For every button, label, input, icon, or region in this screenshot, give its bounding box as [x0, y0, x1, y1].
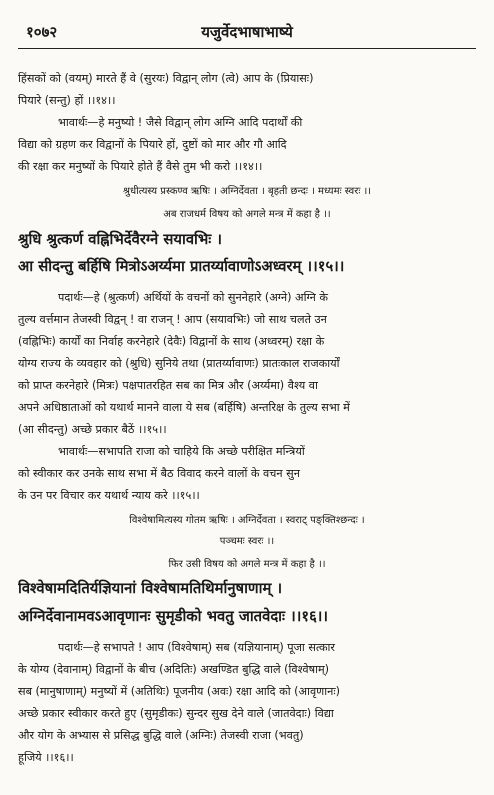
padartha-line: पदार्थः—हे (श्रुत्कर्ण) अर्थियों के वचनों को सुननेहारे (अग्ने) अग्नि के — [58, 291, 328, 304]
bhavartha-line: भावार्थः—सभापति राजा को चाहिये कि अच्छे परीक्षित मन्त्रियों — [58, 445, 305, 458]
text-line: हूजिये ।।१६।। — [18, 751, 74, 764]
text-line: को प्राप्त करनेहारे (मित्रः) पक्षपातरहित सब का मित्र और (अर्य्यमा) वैश्य वा — [18, 379, 318, 392]
section-intro: फिर उसी विषय को अगले मन्त्र में कहा है ।। — [168, 559, 326, 570]
text-line: हिंसकों को (वयम्) मारते हैं वे (सुरयः) विद्वान् लोग (त्वे) आप के (प्रियासः) — [18, 72, 314, 85]
text-line: की रक्षा कर मनुष्यों के पियारे होते हैं वैसे तुम भी करो ।।१४।। — [18, 160, 263, 173]
text-line: पियारे (सन्तु) हों ।।१४।। — [18, 94, 116, 107]
mantra-line: अग्निर्देवानामवऽआवृणानः सुमृडीको भवतु जातवेदाः ।।१६।। — [18, 608, 328, 625]
text-line: तुल्य वर्त्तमान तेजस्वी विद्वन् ! वा राजन् ! आप (सयावभिः) जो साथ चलते उन — [18, 313, 327, 326]
svara-line: पञ्चमः स्वरः ।। — [219, 536, 275, 547]
rishi-devata-line: श्रुधीत्यस्य प्रस्कण्व ऋषिः । अग्निर्देवता । बृहती छन्दः । मध्यमः स्वरः ।। — [122, 186, 372, 197]
mantra-line: श्रुधि श्रुत्कर्ण वह्निभिर्देवैरग्ने सयावभिः । — [18, 231, 223, 248]
text-line: (आ सीदन्तु) अच्छे प्रकार बैठें ।।१५।। — [18, 423, 167, 436]
bhavartha-line: भावार्थः—हे मनुष्यो ! जैसे विद्वान् लोग अग्नि आदि पदार्थों की — [58, 116, 303, 129]
text-line: और योग के अभ्यास से प्रसिद्ध बुद्धि वाले (अग्निः) तेजस्वी राजा (भवतु) — [18, 729, 304, 742]
text-line: के योग्य (देवानाम्) विद्वानों के बीच (अदितिः) अखण्डित बुद्धि वाले (विश्वेषाम्) — [18, 663, 330, 676]
mantra-line: विश्वेषामदितिर्यज्ञियानां विश्वेषामतिथिर्मानुषाणाम् । — [18, 580, 283, 597]
text-line: अपने अधिष्ठाताओं को यथार्थ मानने वाला ये सब (बर्हिषि) अन्तरिक्ष के तुल्य सभा में — [18, 401, 350, 414]
text-line: सब (मानुषाणाम्) मनुष्यों में (अतिथिः) पूजनीय (अवः) रक्षा आदि को (आवृणानः) — [18, 685, 340, 698]
text-line: के उन पर विचार कर यथार्थ न्याय करे ।।१५।। — [18, 489, 200, 502]
section-intro: अब राजधर्म विषय को अगले मन्त्र में कहा है ।। — [163, 209, 331, 220]
text-line: को स्वीकार कर उनके साथ सभा में बैठ विवाद करने वालों के वचन सुन — [18, 467, 300, 480]
text-line: (वह्निभिः) कार्यों का निर्वाह करनेहारे (देवैः) विद्वानों के साथ (अध्वरम्) रक्षा के — [18, 335, 325, 348]
text-line: विद्या को ग्रहण कर विद्वानों के पियारे हों, दुष्टों को मार और गौ आदि — [18, 138, 287, 151]
mantra-line: आ सीदन्तु बर्हिषि मित्रोऽअर्य्यमा प्रातर्य्यावाणोऽअध्वरम् ।।१५।। — [18, 258, 345, 275]
text-line: योग्य राज्य के व्यवहार को (श्रुधि) सुनिये तथा (प्रातर्य्यावाणः) प्रातःकाल राजकार्यों — [18, 357, 340, 370]
page-number: १०७२ — [26, 23, 58, 41]
header-rule — [18, 48, 476, 49]
padartha-line: पदार्थः—हे सभापते ! आप (विश्वेषाम्) सब (यज्ञियानाम्) पूजा सत्कार — [58, 641, 336, 654]
text-line: अच्छे प्रकार स्वीकार करते हुए (सुमृडीकः) सुन्दर सुख देने वाले (जातवेदाः) विद्या — [18, 707, 334, 720]
rishi-devata-line: विश्वेषामित्यस्य गोतम ऋषिः । अग्निर्देवता । स्वराट् पङ्क्तिश्छन्दः । — [129, 515, 365, 526]
running-title: यजुर्वेदभाषाभाष्ये — [201, 23, 293, 41]
